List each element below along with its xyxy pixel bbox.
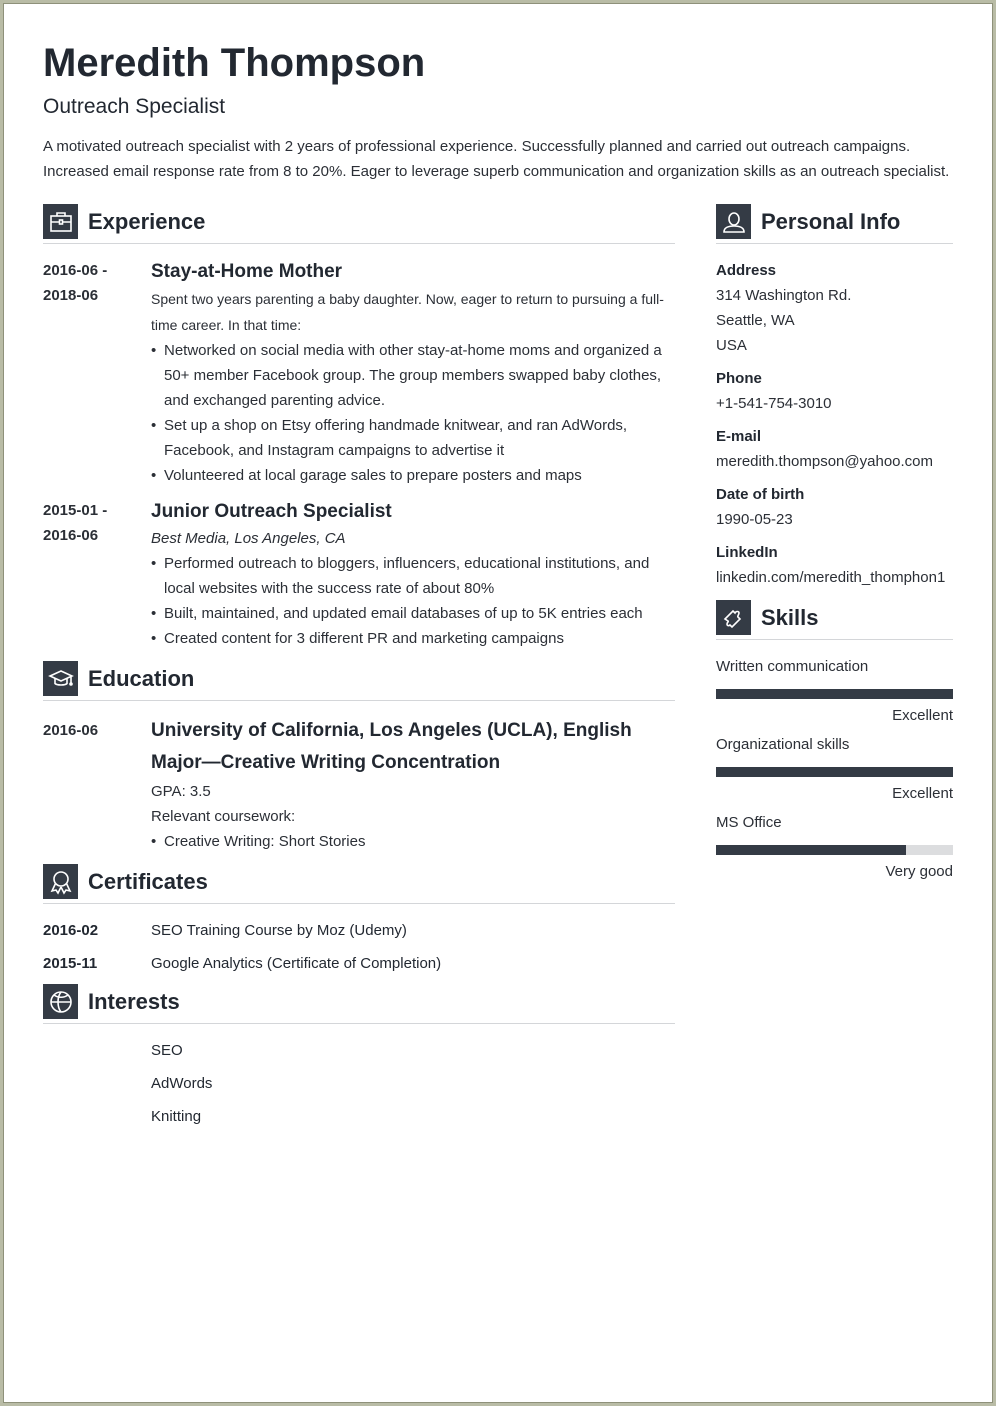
skill-bar-fill bbox=[716, 845, 906, 855]
skill-bar-fill bbox=[716, 767, 953, 777]
date-start: 2015-01 - bbox=[43, 502, 108, 519]
skill-item bbox=[716, 654, 953, 728]
experience-header bbox=[43, 204, 675, 244]
job-title: Junior Outreach Specialist bbox=[151, 501, 392, 522]
experience-entry bbox=[43, 258, 675, 488]
education-entry bbox=[43, 715, 675, 854]
list-item: • Set up a shop on Etsy offering handmade knitwear, and ran AdWords, Facebook, and Instagram campaigns to advertise it bbox=[151, 413, 675, 463]
candidate-title: Outreach Specialist bbox=[43, 95, 226, 118]
skill-item bbox=[716, 732, 953, 806]
interest-item: Knitting bbox=[151, 1108, 202, 1125]
job-title: Stay-at-Home Mother bbox=[151, 261, 343, 282]
coursework-list bbox=[151, 829, 675, 854]
address-line: USA bbox=[716, 337, 747, 354]
list-item: • Volunteered at local garage sales to prepare posters and maps bbox=[151, 463, 675, 488]
date-end: 2016-06 bbox=[43, 527, 99, 544]
certificates-header bbox=[43, 864, 675, 904]
certificate-row bbox=[43, 918, 675, 943]
interests-header bbox=[43, 984, 675, 1024]
date-end: 2018-06 bbox=[43, 287, 99, 304]
personal-info-header bbox=[716, 204, 953, 244]
certificate-row bbox=[43, 951, 675, 976]
email-value: meredith.thompson@yahoo.com bbox=[716, 453, 934, 470]
summary: A motivated outreach specialist with 2 years of professional experience. Successfully planned and carried out outreach campaigns. Increased email response rate from 8 to 20%. Eager to leverage superb communication and organization skills as an outreach specialist. bbox=[43, 138, 950, 180]
skill-item bbox=[716, 810, 953, 884]
award-ribbon-icon bbox=[43, 864, 78, 899]
skills-title: Skills bbox=[761, 604, 819, 630]
dob-value: 1990-05-23 bbox=[716, 511, 793, 528]
list-item: • Creative Writing: Short Stories bbox=[151, 829, 675, 854]
dob-label: Date of birth bbox=[716, 486, 805, 503]
skill-name: MS Office bbox=[716, 814, 782, 831]
list-item: • Created content for 3 different PR and marketing campaigns bbox=[151, 626, 675, 651]
experience-title: Experience bbox=[88, 208, 206, 234]
skill-level: Excellent bbox=[892, 707, 953, 724]
skill-name: Written communication bbox=[716, 658, 869, 675]
skill-bar bbox=[716, 767, 953, 777]
email-label: E-mail bbox=[716, 428, 762, 445]
skill-level: Excellent bbox=[892, 785, 953, 802]
user-icon bbox=[716, 204, 751, 239]
skills-header bbox=[716, 600, 953, 640]
gpa: GPA: 3.5 bbox=[151, 783, 211, 800]
resume-page bbox=[43, 40, 953, 1125]
list-item: • Networked on social media with other stay-at-home moms and organized a 50+ member Facebook group. The group members swapped baby clothes, and exchanged parenting advice. bbox=[151, 338, 675, 413]
candidate-name: Meredith Thompson bbox=[43, 41, 426, 85]
linkedin-label: LinkedIn bbox=[716, 544, 778, 561]
education-header bbox=[43, 661, 675, 701]
briefcase-icon bbox=[43, 204, 78, 239]
skill-bar-fill bbox=[716, 689, 953, 699]
coursework-label: Relevant coursework: bbox=[151, 808, 296, 825]
phone-value: +1-541-754-3010 bbox=[716, 395, 832, 412]
graduation-cap-icon bbox=[43, 661, 78, 696]
education-body bbox=[151, 715, 675, 854]
education-title: Education bbox=[88, 665, 195, 691]
degree-title: University of California, Los Angeles (UCLA), English Major—Creative Writing Concentration bbox=[151, 720, 632, 773]
job-bullets bbox=[151, 338, 675, 488]
experience-date bbox=[43, 258, 151, 488]
interest-item: AdWords bbox=[151, 1075, 213, 1092]
skill-name: Organizational skills bbox=[716, 736, 850, 753]
puzzle-icon bbox=[716, 600, 751, 635]
skill-level: Very good bbox=[885, 863, 953, 880]
address-label: Address bbox=[716, 262, 777, 279]
job-description: Spent two years parenting a baby daughter. Now, eager to return to pursuing a full-time career. In that time: bbox=[151, 291, 664, 333]
experience-body bbox=[151, 498, 675, 651]
skill-bar bbox=[716, 689, 953, 699]
experience-date bbox=[43, 498, 151, 651]
list-item: • Built, maintained, and updated email databases of up to 5K entries each bbox=[151, 601, 675, 626]
certificate-date: 2015-11 bbox=[43, 955, 98, 972]
basketball-icon bbox=[43, 984, 78, 1019]
job-bullets bbox=[151, 551, 675, 651]
address-line: 314 Washington Rd. bbox=[716, 287, 852, 304]
experience-entry bbox=[43, 498, 675, 651]
date-start: 2016-06 - bbox=[43, 262, 108, 279]
right-column bbox=[716, 204, 953, 888]
linkedin-value: linkedin.com/meredith_thomphon1 bbox=[716, 569, 946, 586]
certificate-name: Google Analytics (Certificate of Completion) bbox=[151, 955, 442, 972]
left-column bbox=[43, 204, 675, 1137]
phone-label: Phone bbox=[716, 370, 762, 387]
skill-bar bbox=[716, 845, 953, 855]
personal-info-title: Personal Info bbox=[761, 208, 901, 234]
certificates-title: Certificates bbox=[88, 868, 208, 894]
address-line: Seattle, WA bbox=[716, 312, 795, 329]
interest-item: SEO bbox=[151, 1042, 183, 1059]
education-date: 2016-06 bbox=[43, 722, 99, 739]
certificate-name: SEO Training Course by Moz (Udemy) bbox=[151, 922, 407, 939]
experience-body bbox=[151, 258, 675, 488]
company: Best Media, Los Angeles, CA bbox=[151, 530, 346, 547]
certificate-date: 2016-02 bbox=[43, 922, 99, 939]
list-item: • Performed outreach to bloggers, influencers, educational institutions, and local websites with the success rate of about 80% bbox=[151, 551, 675, 601]
interests-title: Interests bbox=[88, 988, 180, 1014]
